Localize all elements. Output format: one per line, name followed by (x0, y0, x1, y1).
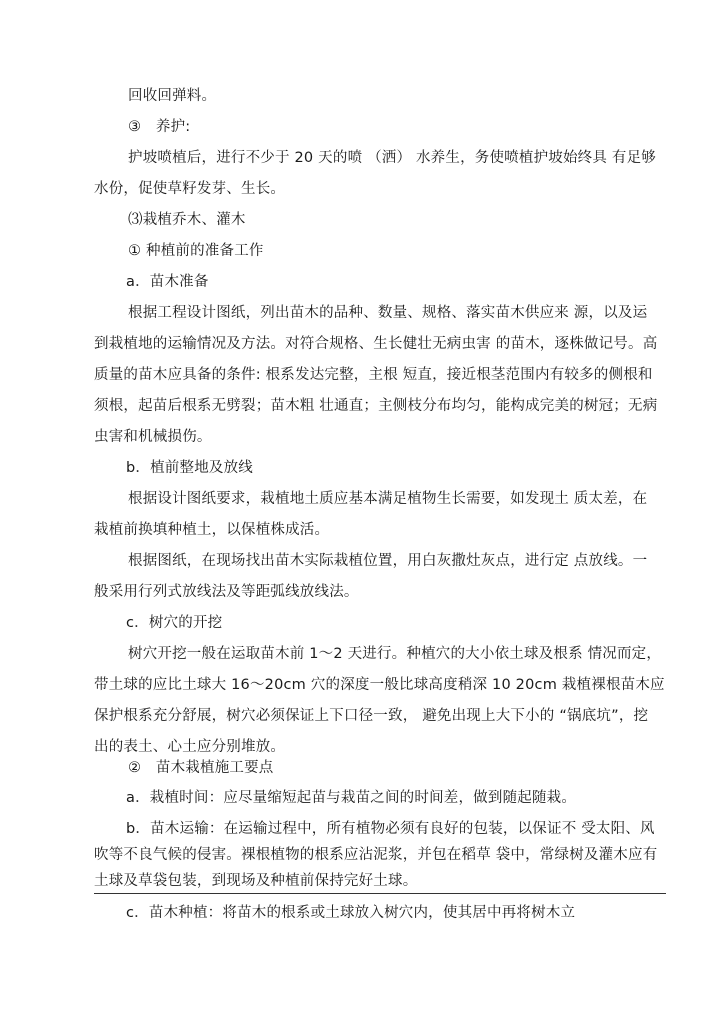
subsection-heading: ② 苗木栽植施工要点 (128, 760, 274, 776)
text-line: 护坡喷植后，进行不少于 20 天的喷 （洒） 水养生，务使喷植护坡始终具 有足够 (128, 150, 656, 166)
text-line: 回收回弹料。 (128, 88, 217, 104)
item-heading: a．苗木准备 (126, 274, 209, 290)
text-line: 出的表土、心土应分别堆放。 (94, 739, 286, 755)
item-heading: c．树穴的开挖 (126, 615, 223, 631)
text-line: 栽植前换填种植土，以保植株成活。 (94, 522, 330, 538)
text-line: 吹等不良气候的侵害。裸根植物的根系应沾泥浆，并包在稻草 袋中，常绿树及灌木应有 (94, 847, 658, 863)
text-line: 土球及草袋包装，到现场及种植前保持完好土球。 (94, 873, 418, 889)
text-line: b．苗木运输：在运输过程中，所有植物必须有良好的包装，以保证不 受太阳、风 (126, 821, 655, 837)
text-line: a．栽植时间：应尽量缩短起苗与栽苗之间的时间差，做到随起随栽。 (126, 790, 577, 806)
text-line: 质量的苗木应具备的条件: 根系发达完整，主根 短直，接近根茎范围内有较多的侧根和 (94, 367, 653, 383)
text-line: 带土球的应比土球大 16～20cm 穴的深度一般比球高度稍深 10 20cm 栽植裸根苗木应 (94, 677, 665, 693)
text-line: 般采用行列式放线法及等距弧线放线法。 (94, 584, 359, 600)
text-line: 虫害和机械损伤。 (94, 429, 212, 445)
text-line: c．苗木种植：将苗木的根系或土球放入树穴内，使其居中再将树木立 (126, 905, 576, 921)
text-line: 水份，促使草籽发芽、生长。 (94, 181, 286, 197)
text-line: 树穴开挖一般在运取苗木前 1～2 天进行。种植穴的大小依土球及根系 情况而定， (128, 646, 662, 662)
text-line: 根据图纸，在现场找出苗木实际栽植位置，用白灰撒灶灰点，进行定 点放线。一 (128, 553, 648, 569)
section-heading: ⑶栽植乔木、灌木 (128, 212, 246, 228)
text-line: 根据工程设计图纸，列出苗木的品种、数量、规格、落实苗木供应来 源，以及运 (128, 305, 648, 321)
page-divider (94, 893, 666, 894)
text-line: 到栽植地的运输情况及方法。对符合规格、生长健壮无病虫害 的苗木，逐株做记号。高 (94, 336, 658, 352)
text-line: 须根，起苗后根系无劈裂；苗木粗 壮通直；主侧枝分布均匀，能构成完美的树冠；无病 (94, 398, 658, 414)
item-heading: b．植前整地及放线 (126, 460, 254, 476)
text-line: 根据设计图纸要求，栽植地土质应基本满足植物生长需要，如发现土 质太差，在 (128, 491, 648, 507)
text-line: 保护根系充分舒展，树穴必须保证上下口径一致， 避免出现上大下小的 “锅底坑”，挖 (94, 708, 649, 724)
text-line: ③ 养护: (128, 119, 191, 135)
subsection-heading: ① 种植前的准备工作 (128, 243, 264, 259)
